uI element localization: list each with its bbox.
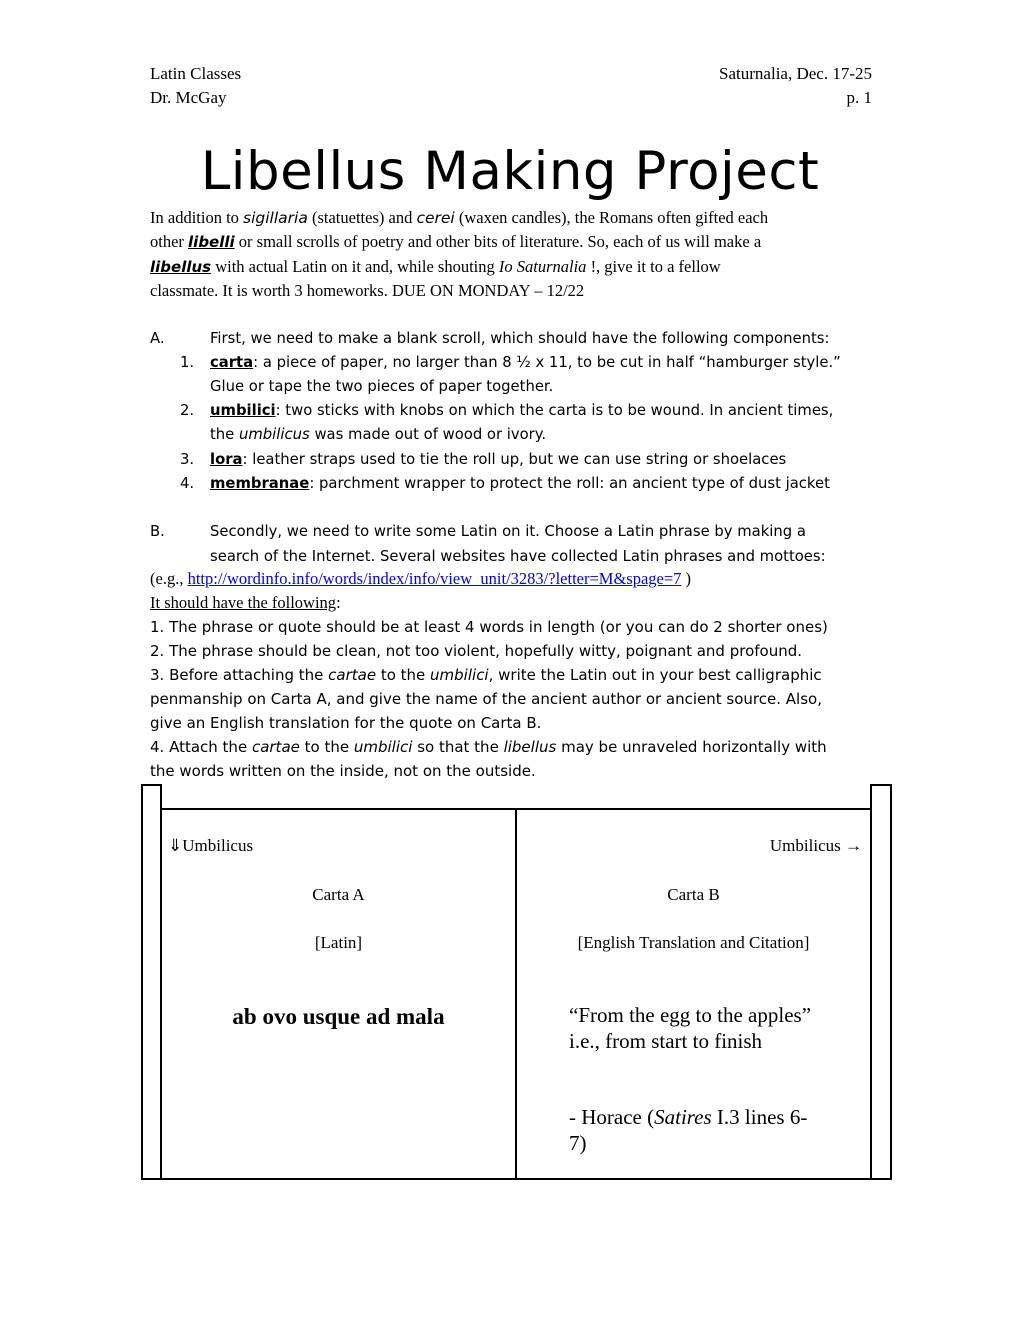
wordinfo-link[interactable]: http://wordinfo.info/words/index/info/view_unit/3283/?letter=M&spage=7 [187, 569, 682, 588]
item-carta-cont: Glue or tape the two pieces of paper together. [210, 378, 554, 395]
header-course: Latin Classes [150, 64, 242, 83]
section-b-line-1: Secondly, we need to write some Latin on it. Choose a Latin phrase by making a [210, 523, 806, 540]
item-text: : leather straps used to tie the roll up, but we can use string or shoelaces [242, 451, 787, 468]
term-umbilicus: umbilicus [239, 426, 310, 443]
umbilicus-text: Umbilicus [769, 836, 845, 855]
item-number: 1. [180, 354, 195, 371]
item-text: the [210, 426, 239, 443]
term-umbilici: umbilici [210, 402, 276, 419]
item-membranae [210, 472, 830, 496]
item-number: 2. [180, 402, 195, 419]
term-membranae: membranae [210, 475, 310, 492]
page-title: Libellus Making Project [200, 141, 820, 202]
term-libelli: libelli [188, 233, 235, 251]
term-umbilici: umbilici [353, 738, 413, 756]
intro-line-3 [150, 255, 721, 279]
header-teacher: Dr. McGay [150, 88, 227, 107]
carta-divider [515, 808, 517, 1180]
english-placeholder: [English Translation and Citation] [577, 933, 810, 952]
right-arrow-icon: → [845, 836, 862, 855]
term-libellus: libellus [503, 738, 557, 756]
item-text: : a piece of paper, no larger than 8 ½ x 11, to be cut in half “hamburger style.” [253, 354, 841, 371]
rule-text: 3. Before attaching the [150, 666, 329, 684]
rule-3-line-2: penmanship on Carta A, and give the name of the ancient author or ancient source. Also, [150, 690, 822, 708]
item-number: 3. [180, 451, 195, 468]
rule-2: 2. The phrase should be clean, not too violent, hopefully witty, poignant and profound. [150, 642, 803, 660]
item-carta [210, 351, 841, 375]
carta-b-label: Carta B [667, 885, 720, 904]
rule-text: 4. Attach the [150, 738, 252, 756]
section-a-heading: First, we need to make a blank scroll, which should have the following components: [210, 330, 830, 347]
header-date: Saturnalia, Dec. 17-25 [719, 64, 872, 83]
header-page-number: p. 1 [846, 88, 872, 107]
latin-placeholder: [Latin] [314, 933, 363, 952]
english-translation: “From the egg to the apples” i.e., from start to finish [569, 1003, 812, 1053]
intro-text: (waxen candles), the Romans often gifted each [454, 208, 769, 227]
term-cartae: cartae [251, 738, 300, 756]
rule-3 [150, 666, 822, 684]
intro-text: with actual Latin on it and, while shouting [211, 257, 499, 276]
rule-text: to the [376, 666, 431, 684]
rule-text: , write the Latin out in your best calligraphic [488, 666, 822, 684]
citation-text: - Horace ( [569, 1105, 655, 1129]
right-stick-outer [890, 784, 892, 1180]
term-carta: carta [210, 354, 254, 371]
section-a-marker: A. [150, 330, 165, 347]
right-stick-inner [870, 784, 872, 1180]
requirements-heading [150, 593, 341, 613]
term-io-saturnalia: Io Saturnalia [498, 257, 587, 276]
item-text: was made out of wood or ivory. [309, 426, 547, 443]
intro-line-4: classmate. It is worth 3 homeworks. DUE ON MONDAY – 12/22 [150, 281, 585, 300]
latin-phrase: ab ovo usque ad mala [232, 1004, 445, 1029]
intro-text: In addition to [150, 208, 244, 227]
example-suffix: ) [681, 569, 692, 588]
term-libellus: libellus [150, 258, 212, 276]
rule-text: so that the [412, 738, 504, 756]
right-umbilicus-label [770, 836, 862, 856]
umbilicus-text: Umbilicus [182, 836, 254, 855]
item-lora [210, 448, 786, 472]
item-text: : two sticks with knobs on which the carta is to be wound. In ancient times, [275, 402, 834, 419]
rule-4-line-2: the words written on the inside, not on the outside. [150, 762, 536, 780]
item-umbilici [210, 399, 833, 423]
rule-1: 1. The phrase or quote should be at least 4 words in length (or you can do 2 shorter ones) [150, 618, 828, 636]
intro-line-2 [150, 230, 761, 254]
intro-text: !, give it to a fellow [586, 257, 721, 276]
term-umbilici: umbilici [430, 666, 489, 684]
left-stick-inner [160, 784, 162, 1180]
example-line [150, 569, 691, 589]
intro-text: other [150, 232, 189, 251]
rule-text: to the [299, 738, 354, 756]
rule-text: may be unraveled horizontally with [556, 738, 827, 756]
item-text: : parchment wrapper to protect the roll: an ancient type of dust jacket [309, 475, 830, 492]
intro-line-1 [150, 206, 768, 230]
intro-text: or small scrolls of poetry and other bits of literature. So, each of us will make a [234, 232, 762, 251]
carta-a-label: Carta A [312, 885, 365, 904]
item-number: 4. [180, 475, 195, 492]
citation [569, 1104, 819, 1156]
rule-4 [150, 738, 827, 756]
left-stick-cap [141, 784, 162, 786]
term-sigillaria: sigillaria [243, 209, 308, 227]
section-b-line-2: search of the Internet. Several websites have collected Latin phrases and mottoes: [210, 548, 826, 565]
term-lora: lora [210, 451, 243, 468]
citation-work: Satires [654, 1105, 712, 1129]
example-prefix: (e.g., [150, 569, 188, 588]
item-umbilici-cont [210, 423, 546, 447]
down-arrow-icon: ⇓ [168, 836, 183, 855]
right-stick-cap [870, 784, 892, 786]
term-cartae: cartae [328, 666, 377, 684]
intro-text: (statuettes) and [307, 208, 417, 227]
requirements-heading-text: It should have the following [150, 593, 337, 612]
left-umbilicus-label [168, 836, 253, 856]
citation-text: I.3 lines 6-7) [569, 1105, 808, 1155]
rule-3-line-3: give an English translation for the quote on Carta B. [150, 714, 542, 732]
requirements-colon: : [336, 593, 341, 612]
term-cerei: cerei [416, 209, 455, 227]
section-b-marker: B. [150, 523, 165, 540]
left-stick-outer [141, 784, 143, 1180]
